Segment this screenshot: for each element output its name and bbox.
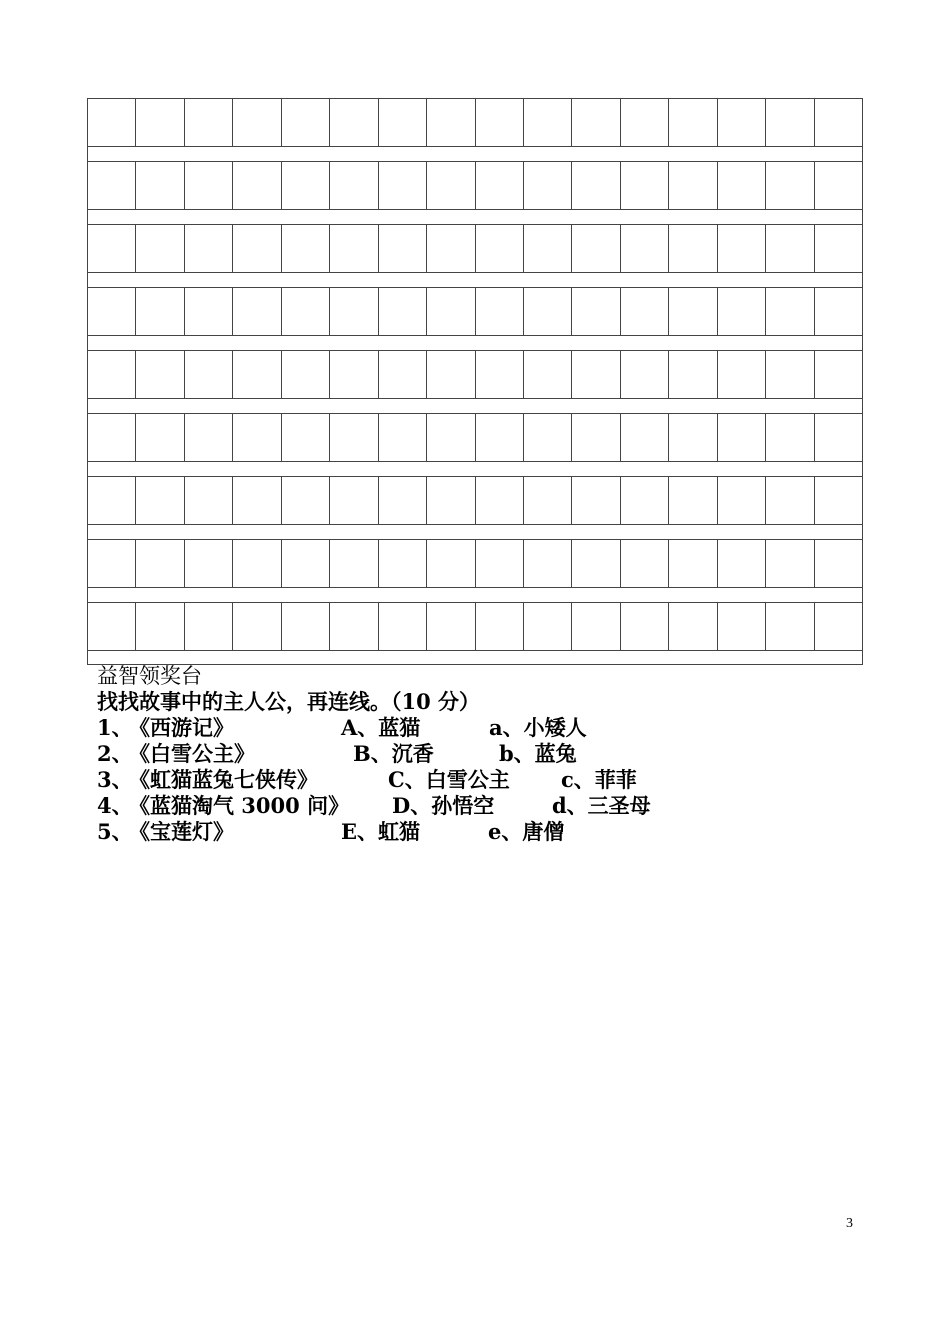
grid-cell bbox=[282, 603, 330, 650]
grid-cell bbox=[718, 540, 766, 587]
grid-row bbox=[87, 476, 863, 524]
grid-spacer bbox=[87, 146, 863, 161]
grid-cell bbox=[88, 225, 136, 272]
grid-cell bbox=[136, 162, 184, 209]
row-number: 1、 bbox=[97, 715, 133, 740]
grid-cell bbox=[88, 99, 136, 146]
grid-cell bbox=[88, 162, 136, 209]
book-title: 《蓝猫淘气 3000 问》 bbox=[129, 793, 350, 818]
grid-cell bbox=[718, 288, 766, 335]
grid-cell bbox=[669, 351, 717, 398]
grid-spacer bbox=[87, 587, 863, 602]
grid-cell bbox=[136, 99, 184, 146]
grid-cell bbox=[88, 603, 136, 650]
grid-cell bbox=[330, 225, 378, 272]
page-number: 3 bbox=[846, 1216, 853, 1231]
grid-cell bbox=[282, 162, 330, 209]
grid-cell bbox=[815, 225, 863, 272]
row-number: 5、 bbox=[97, 819, 133, 844]
grid-cell bbox=[621, 162, 669, 209]
grid-cell bbox=[621, 351, 669, 398]
grid-cell bbox=[136, 225, 184, 272]
grid-cell bbox=[476, 162, 524, 209]
grid-cell bbox=[379, 225, 427, 272]
grid-cell bbox=[766, 288, 814, 335]
character-lower: c、菲菲 bbox=[561, 767, 637, 792]
grid-cell bbox=[330, 99, 378, 146]
grid-cell bbox=[766, 351, 814, 398]
grid-cell bbox=[766, 162, 814, 209]
character-upper: B、沉香 bbox=[353, 741, 434, 766]
grid-cell bbox=[621, 477, 669, 524]
book-title: 《西游记》 bbox=[129, 715, 234, 740]
grid-cell bbox=[718, 99, 766, 146]
grid-cell bbox=[718, 162, 766, 209]
grid-cell bbox=[427, 540, 475, 587]
grid-spacer bbox=[87, 335, 863, 350]
grid-cell bbox=[476, 225, 524, 272]
grid-cell bbox=[282, 225, 330, 272]
grid-row bbox=[87, 98, 863, 146]
grid-cell bbox=[524, 288, 572, 335]
grid-cell bbox=[88, 540, 136, 587]
grid-row bbox=[87, 350, 863, 398]
grid-cell bbox=[766, 603, 814, 650]
grid-cell bbox=[572, 288, 620, 335]
grid-cell bbox=[185, 603, 233, 650]
grid-cell bbox=[379, 288, 427, 335]
grid-cell bbox=[282, 540, 330, 587]
grid-cell bbox=[88, 351, 136, 398]
grid-cell bbox=[572, 540, 620, 587]
grid-cell bbox=[185, 351, 233, 398]
grid-cell bbox=[572, 99, 620, 146]
grid-cell bbox=[185, 288, 233, 335]
grid-cell bbox=[136, 288, 184, 335]
grid-cell bbox=[669, 540, 717, 587]
grid-spacer bbox=[87, 398, 863, 413]
grid-cell bbox=[572, 225, 620, 272]
grid-cell bbox=[136, 603, 184, 650]
grid-cell bbox=[427, 162, 475, 209]
grid-cell bbox=[379, 351, 427, 398]
grid-cell bbox=[766, 99, 814, 146]
grid-cell bbox=[379, 603, 427, 650]
grid-cell bbox=[282, 477, 330, 524]
grid-cell bbox=[136, 477, 184, 524]
grid-cell bbox=[572, 603, 620, 650]
grid-cell bbox=[621, 288, 669, 335]
grid-cell bbox=[282, 288, 330, 335]
grid-cell bbox=[815, 162, 863, 209]
character-upper: A、蓝猫 bbox=[341, 715, 421, 740]
grid-cell bbox=[379, 162, 427, 209]
grid-cell bbox=[669, 162, 717, 209]
grid-cell bbox=[379, 99, 427, 146]
grid-cell bbox=[233, 162, 281, 209]
grid-cell bbox=[669, 603, 717, 650]
grid-row bbox=[87, 539, 863, 587]
grid-cell bbox=[330, 477, 378, 524]
grid-spacer bbox=[87, 461, 863, 476]
grid-cell bbox=[766, 225, 814, 272]
grid-cell bbox=[427, 603, 475, 650]
character-lower: e、唐僧 bbox=[488, 819, 565, 844]
grid-cell bbox=[427, 351, 475, 398]
grid-cell bbox=[185, 540, 233, 587]
character-upper: D、孙悟空 bbox=[392, 793, 495, 818]
grid-cell bbox=[476, 603, 524, 650]
grid-cell bbox=[524, 351, 572, 398]
grid-cell bbox=[185, 162, 233, 209]
matching-row bbox=[97, 793, 857, 819]
grid-cell bbox=[718, 351, 766, 398]
grid-cell bbox=[669, 99, 717, 146]
grid-cell bbox=[379, 414, 427, 461]
grid-cell bbox=[282, 414, 330, 461]
grid-row bbox=[87, 413, 863, 461]
grid-cell bbox=[718, 603, 766, 650]
book-title: 《虹猫蓝兔七侠传》 bbox=[129, 767, 318, 792]
grid-cell bbox=[233, 288, 281, 335]
grid-cell bbox=[621, 99, 669, 146]
writing-grid bbox=[87, 98, 863, 665]
row-number: 2、 bbox=[97, 741, 133, 766]
grid-spacer bbox=[87, 209, 863, 224]
matching-row bbox=[97, 819, 857, 845]
grid-cell bbox=[621, 225, 669, 272]
grid-cell bbox=[330, 540, 378, 587]
grid-cell bbox=[88, 414, 136, 461]
grid-cell bbox=[330, 351, 378, 398]
grid-cell bbox=[524, 99, 572, 146]
grid-cell bbox=[233, 603, 281, 650]
grid-row bbox=[87, 161, 863, 209]
grid-spacer bbox=[87, 272, 863, 287]
grid-cell bbox=[136, 351, 184, 398]
grid-cell bbox=[669, 288, 717, 335]
grid-cell bbox=[815, 288, 863, 335]
grid-cell bbox=[669, 477, 717, 524]
row-number: 3、 bbox=[97, 767, 133, 792]
instruction-text: 找找故事中的主人公，再连线。（10 分） bbox=[97, 689, 481, 714]
grid-cell bbox=[766, 540, 814, 587]
grid-cell bbox=[815, 477, 863, 524]
grid-cell bbox=[233, 99, 281, 146]
grid-cell bbox=[718, 225, 766, 272]
grid-row bbox=[87, 287, 863, 335]
grid-row bbox=[87, 224, 863, 272]
grid-cell bbox=[427, 477, 475, 524]
grid-cell bbox=[524, 162, 572, 209]
grid-cell bbox=[427, 414, 475, 461]
grid-cell bbox=[621, 414, 669, 461]
grid-cell bbox=[88, 477, 136, 524]
grid-cell bbox=[718, 414, 766, 461]
matching-row bbox=[97, 767, 857, 793]
grid-cell bbox=[476, 477, 524, 524]
character-lower: a、小矮人 bbox=[489, 715, 587, 740]
grid-cell bbox=[669, 414, 717, 461]
matching-row bbox=[97, 715, 857, 741]
grid-cell bbox=[330, 162, 378, 209]
grid-cell bbox=[815, 540, 863, 587]
character-upper: E、虹猫 bbox=[341, 819, 421, 844]
grid-cell bbox=[476, 288, 524, 335]
grid-cell bbox=[330, 288, 378, 335]
grid-cell bbox=[621, 540, 669, 587]
grid-cell bbox=[572, 162, 620, 209]
character-lower: b、蓝兔 bbox=[499, 741, 577, 766]
grid-cell bbox=[185, 477, 233, 524]
grid-cell bbox=[766, 477, 814, 524]
grid-cell bbox=[233, 351, 281, 398]
grid-cell bbox=[524, 603, 572, 650]
matching-row bbox=[97, 741, 857, 767]
grid-cell bbox=[815, 603, 863, 650]
grid-cell bbox=[524, 225, 572, 272]
book-title: 《白雪公主》 bbox=[129, 741, 255, 766]
grid-cell bbox=[815, 99, 863, 146]
grid-cell bbox=[330, 603, 378, 650]
grid-cell bbox=[379, 477, 427, 524]
character-lower: d、三圣母 bbox=[552, 793, 651, 818]
matching-section bbox=[97, 663, 857, 845]
grid-cell bbox=[185, 225, 233, 272]
grid-cell bbox=[185, 414, 233, 461]
grid-cell bbox=[282, 99, 330, 146]
grid-cell bbox=[815, 351, 863, 398]
grid-cell bbox=[136, 414, 184, 461]
grid-cell bbox=[233, 414, 281, 461]
grid-cell bbox=[379, 540, 427, 587]
grid-cell bbox=[766, 414, 814, 461]
grid-cell bbox=[330, 414, 378, 461]
grid-cell bbox=[427, 288, 475, 335]
grid-cell bbox=[572, 414, 620, 461]
grid-cell bbox=[282, 351, 330, 398]
grid-cell bbox=[572, 477, 620, 524]
grid-cell bbox=[233, 477, 281, 524]
grid-spacer bbox=[87, 524, 863, 539]
grid-cell bbox=[136, 540, 184, 587]
grid-cell bbox=[476, 540, 524, 587]
grid-cell bbox=[476, 414, 524, 461]
grid-cell bbox=[524, 540, 572, 587]
grid-cell bbox=[427, 99, 475, 146]
grid-cell bbox=[476, 351, 524, 398]
section-title: 益智领奖台 bbox=[97, 664, 202, 688]
grid-cell bbox=[572, 351, 620, 398]
grid-cell bbox=[669, 225, 717, 272]
grid-cell bbox=[476, 99, 524, 146]
grid-cell bbox=[233, 540, 281, 587]
grid-cell bbox=[233, 225, 281, 272]
grid-cell bbox=[815, 414, 863, 461]
grid-cell bbox=[718, 477, 766, 524]
row-number: 4、 bbox=[97, 793, 133, 818]
grid-row bbox=[87, 602, 863, 650]
book-title: 《宝莲灯》 bbox=[129, 819, 234, 844]
grid-cell bbox=[524, 414, 572, 461]
grid-cell bbox=[621, 603, 669, 650]
grid-cell bbox=[185, 99, 233, 146]
grid-cell bbox=[427, 225, 475, 272]
character-upper: C、白雪公主 bbox=[388, 767, 510, 792]
grid-cell bbox=[524, 477, 572, 524]
grid-cell bbox=[88, 288, 136, 335]
